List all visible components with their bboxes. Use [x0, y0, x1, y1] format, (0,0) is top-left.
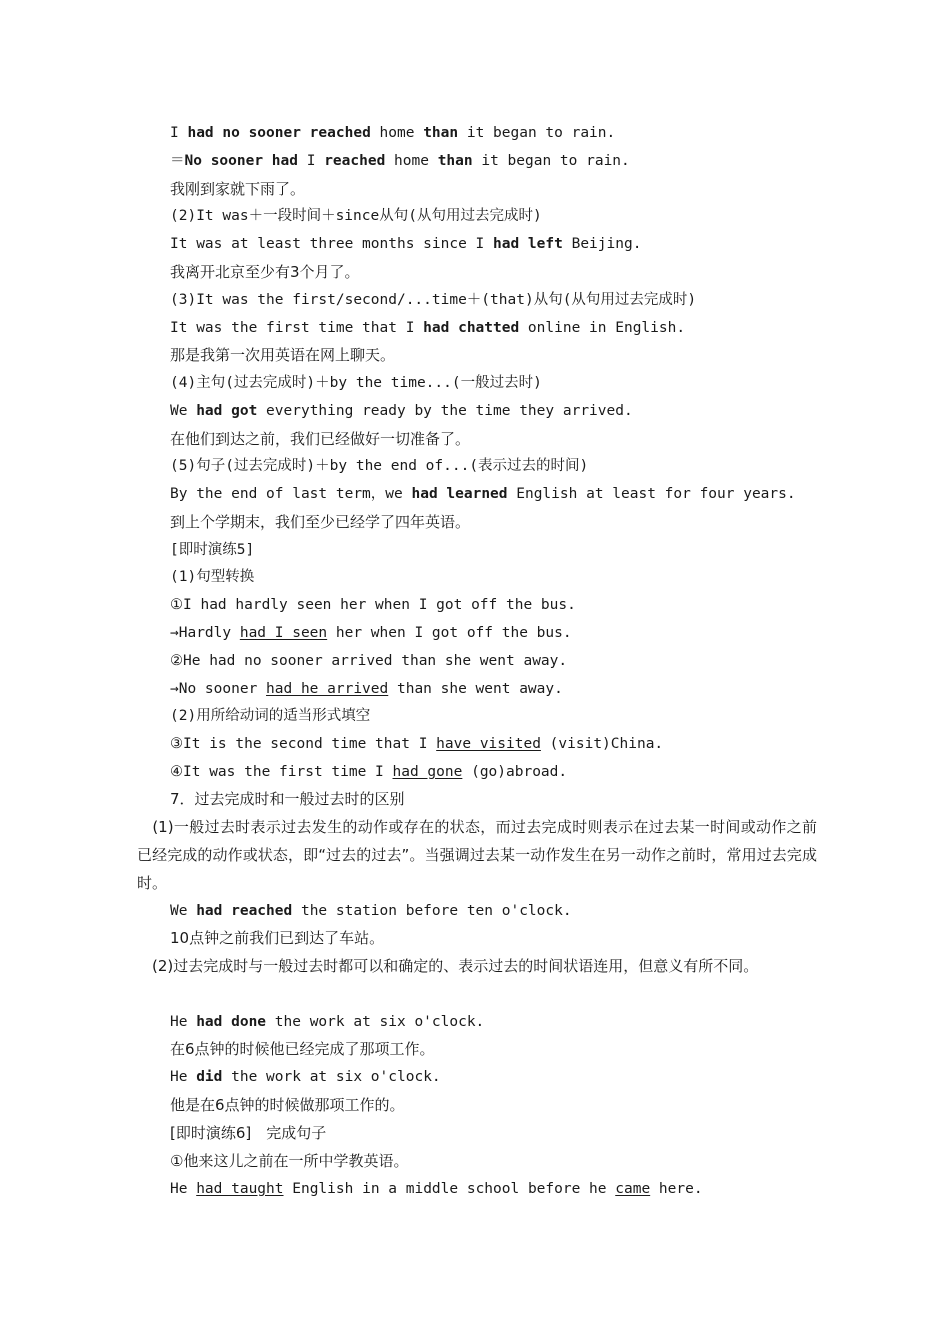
- exercise-item: ③It is the second time that I have visited (visit)China.: [170, 736, 664, 752]
- example-sentence: It was at least three months since I had left Beijing.: [170, 236, 642, 252]
- answer-blank: had I seen: [239, 625, 328, 641]
- exercise-answer: →No sooner had he arrived than she went away.: [170, 681, 563, 697]
- exercise-heading: [即时演练5]: [170, 542, 255, 558]
- answer-blank: had gone: [392, 764, 463, 780]
- translation: 那是我第一次用英语在网上聊天。: [170, 346, 396, 364]
- example-sentence: I had no sooner reached home than it began to rain.: [170, 125, 616, 141]
- exercise-subheading: (1)句型转换: [170, 569, 255, 585]
- answer-blank: came: [615, 1181, 651, 1197]
- exercise-item: ①他来这儿之前在一所中学教英语。: [170, 1152, 409, 1170]
- exercise-answer: →Hardly had I seen her when I got off the bus.: [170, 625, 572, 641]
- translation: 在6点钟的时候他已经完成了那项工作。: [170, 1040, 435, 1058]
- explanation-paragraph: (1)一般过去时表示过去发生的动作或存在的状态，而过去完成时则表示在过去某一时间或动作之前已经完成的动作或状态，即“过去的过去”。当强调过去某一动作发生在另一动作之前时，常用过去完成时。: [137, 818, 817, 892]
- example-sentence: We had got everything ready by the time they arrived.: [170, 403, 633, 419]
- translation: 10点钟之前我们已到达了车站。: [170, 929, 385, 947]
- example-sentence: ＝No sooner had I reached home than it began to rain.: [170, 153, 630, 169]
- rule-heading: (2)It was＋一段时间＋since从句(从句用过去完成时): [170, 208, 542, 224]
- exercise-item: ①I had hardly seen her when I got off the bus.: [170, 597, 576, 613]
- exercise-answer: He had taught English in a middle school before he came here.: [170, 1181, 703, 1197]
- exercise-item: ②He had no sooner arrived than she went away.: [170, 653, 568, 669]
- translation: 到上个学期末，我们至少已经学了四年英语。: [170, 513, 471, 531]
- exercise-item: ④It was the first time I had gone (go)abroad.: [170, 764, 568, 780]
- translation: 我刚到家就下雨了。: [170, 180, 306, 198]
- rule-heading: (5)句子(过去完成时)＋by the end of...(表示过去的时间): [170, 458, 589, 474]
- answer-blank: have visited: [436, 736, 541, 752]
- example-sentence: It was the first time that I had chatted online in English.: [170, 320, 686, 336]
- rule-heading: (4)主句(过去完成时)＋by the time...(一般过去时): [170, 375, 542, 391]
- example-sentence: He did the work at six o'clock.: [170, 1069, 441, 1085]
- section-heading: 7．过去完成时和一般过去时的区别: [170, 790, 405, 808]
- exercise-heading: [即时演练6] 完成句子: [170, 1124, 327, 1142]
- translation: 我离开北京至少有3个月了。: [170, 263, 360, 281]
- explanation-paragraph: (2)过去完成时与一般过去时都可以和确定的、表示过去的时间状语连用，但意义有所不同。: [137, 957, 759, 975]
- rule-heading: (3)It was the first/second/...time＋(that)从句(从句用过去完成时): [170, 292, 697, 308]
- answer-blank: had he arrived: [266, 681, 389, 697]
- example-sentence: We had reached the station before ten o'clock.: [170, 903, 572, 919]
- answer-blank: had taught: [196, 1181, 284, 1197]
- translation: 在他们到达之前，我们已经做好一切准备了。: [170, 430, 471, 448]
- exercise-subheading: (2)用所给动词的适当形式填空: [170, 708, 371, 724]
- translation: 他是在6点钟的时候做那项工作的。: [170, 1096, 405, 1114]
- example-sentence: He had done the work at six o'clock.: [170, 1014, 485, 1030]
- example-sentence: By the end of last term，we had learned English at least for four years.: [170, 486, 796, 502]
